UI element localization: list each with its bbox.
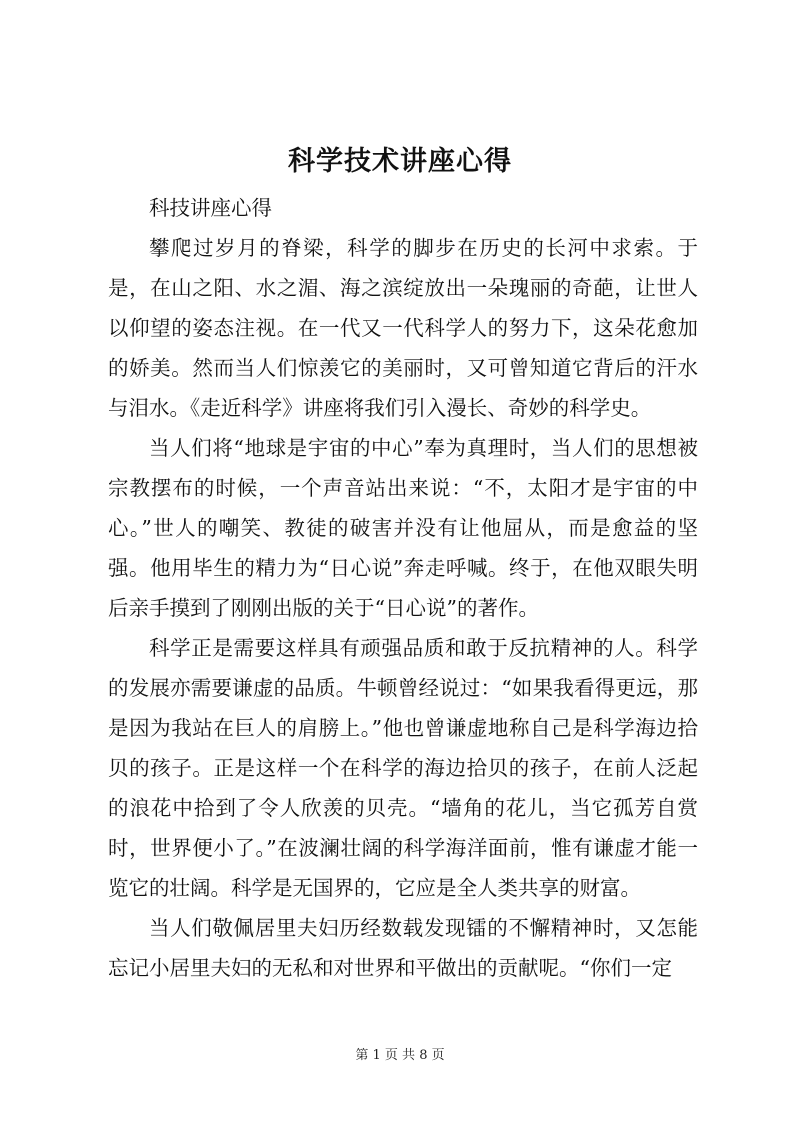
body-paragraph-1: 攀爬过岁月的脊梁，科学的脚步在历史的长河中求索。于是，在山之阳、水之湄、海之滨绽放出一朵瑰丽的奇葩，让世人以仰望的姿态注视。在一代又一代科学人的努力下，这朵花愈加的娇美。然而当人们惊羡它的美丽时，又可曾知道它背后的汗水与泪水。《走近科学》讲座将我们引入漫长、奇妙的科学史。 [108,236,698,420]
document-title: 科学技术讲座心得 [288,146,512,177]
body-paragraph-2: 当人们将“地球是宇宙的中心”奉为真理时，当人们的思想被宗教摆布的时候，一个声音站出来说：“不，太阳才是宇宙的中心。”世人的嘲笑、教徒的破害并没有让他屈从，而是愈益的坚强。他用毕生的精力为“日心说”奔走呼喊。终于，在他双眼失明后亲手摸到了刚刚出版的关于“日心说”的著作。 [108,436,698,620]
document-body [108,188,698,988]
body-paragraph-3: 科学正是需要这样具有顽强品质和敢于反抗精神的人。科学的发展亦需要谦虚的品质。牛顿曾经说过：“如果我看得更远，那是因为我站在巨人的肩膀上。”他也曾谦虚地称自己是科学海边拾贝的孩子。正是这样一个在科学的海边拾贝的孩子，在前人泛起的浪花中拾到了令人欣羡的贝壳。“墙角的花儿，当它孤芳自赏时，世界便小了。”在波澜壮阔的科学海洋面前，惟有谦虚才能一览它的壮阔。科学是无国界的，它应是全人类共享的财富。 [108,636,698,900]
body-paragraph-4: 当人们敬佩居里夫妇历经数载发现镭的不懈精神时，又怎能忘记小居里夫妇的无私和对世界和平做出的贡献呢。“你们一定 [108,916,698,980]
subtitle-paragraph: 科技讲座心得 [149,196,272,220]
page-number-footer: 第 1 页 共 8 页 [355,1048,445,1063]
